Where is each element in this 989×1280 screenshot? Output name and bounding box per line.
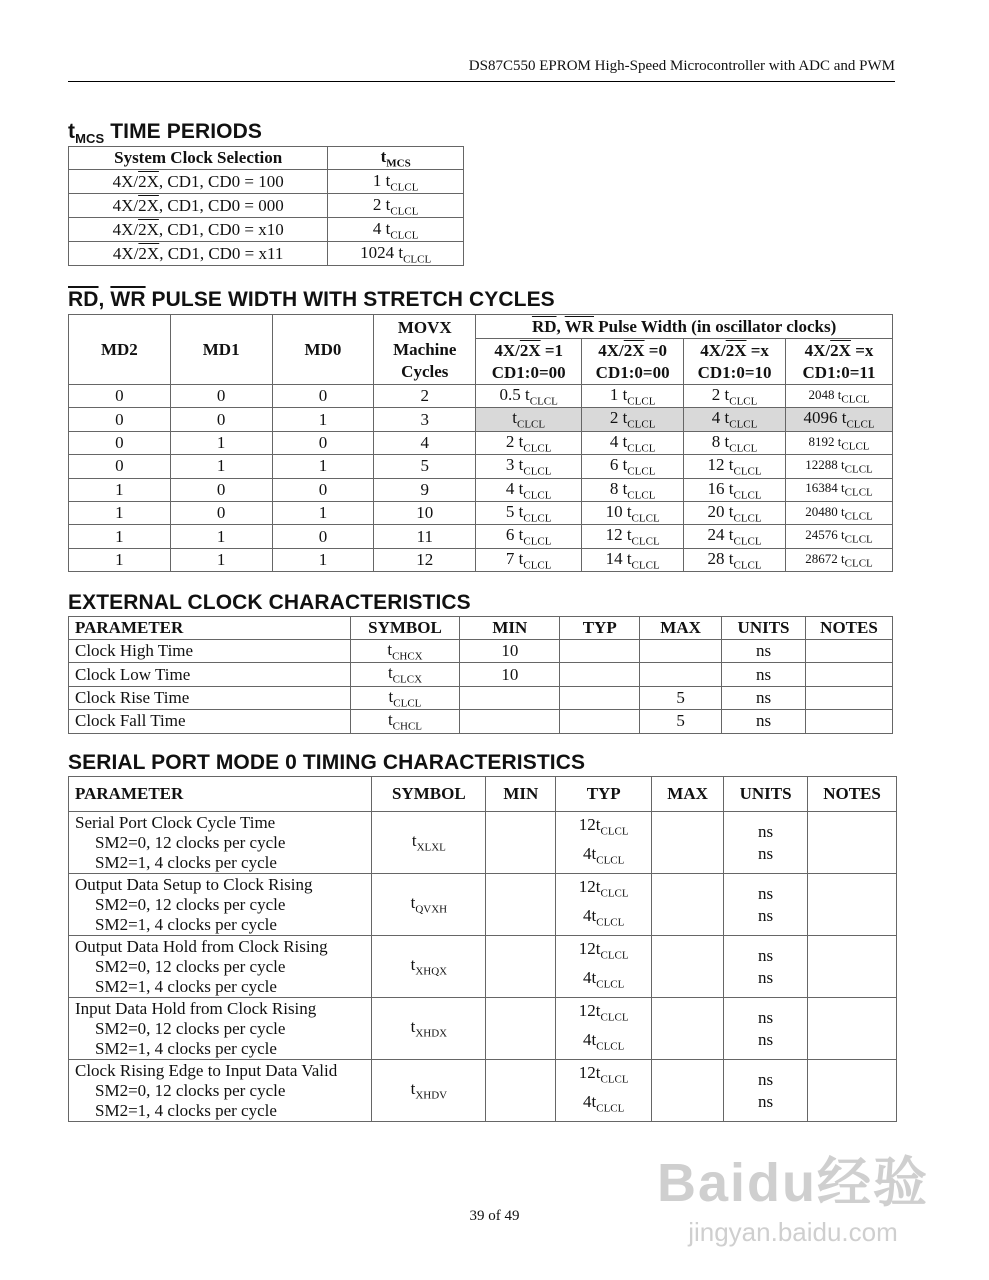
header-sub-3: 4X/2X =x CD1:0=10	[684, 339, 786, 385]
header-md2: MD2	[69, 315, 171, 385]
header-units: UNITS	[724, 777, 808, 812]
header-sub-4: 4X/2X =x CD1:0=11	[786, 339, 893, 385]
table-row: 4X/2X, CD1, CD0 = 100 1 $t_{CLCL}$	[69, 170, 464, 194]
header-symbol: SYMBOL	[350, 617, 460, 640]
table-row: Clock Low Time $t_{CLCX}$ 10 ns	[69, 663, 893, 686]
table-row: Clock Rising Edge to Input Data Valid SM2=0, 12 clocks per cycle SM2=1, 4 clocks per cycle $t_{XHDV}$ $12t_{CLCL}$ $4t_{CLCL}$ ns ns	[69, 1060, 897, 1122]
table-row: Output Data Setup to Clock Rising SM2=0, 12 clocks per cycle SM2=1, 4 clocks per cycle $t_{QVXH}$ $12t_{CLCL}$ $4t_{CLCL}$ ns ns	[69, 874, 897, 936]
table-row: Serial Port Clock Cycle Time SM2=0, 12 clocks per cycle SM2=1, 4 clocks per cycle $t_{XLXL}$ $12t_{CLCL}$ $4t_{CLCL}$ ns ns	[69, 812, 897, 874]
header-units: UNITS	[722, 617, 806, 640]
extclk-section-title: EXTERNAL CLOCK CHARACTERISTICS	[68, 591, 471, 614]
table-row: 4X/2X, CD1, CD0 = x11 1024 $t_{CLCL}$	[69, 242, 464, 266]
table-row: 1 0 0 9 4 $t_{CLCL}$ 8 $t_{CLCL}$ 16 $t_{CLCL}$ 16384 $t_{CLCL}$	[69, 478, 893, 501]
header-typ: TYP	[560, 617, 640, 640]
header-max: MAX	[640, 617, 722, 640]
table-row: 0 0 0 2 0.5 $t_{CLCL}$ 1 $t_{CLCL}$ 2 $t_{CLCL}$ 2048 $t_{CLCL}$	[69, 385, 893, 408]
header-notes: NOTES	[808, 777, 897, 812]
baidu-watermark: Baidu经验 jingyan.baidu.com	[656, 1153, 929, 1247]
table-row: Input Data Hold from Clock Rising SM2=0, 12 clocks per cycle SM2=1, 4 clocks per cycle $t_{XHDX}$ $12t_{CLCL}$ $4t_{CLCL}$ ns ns	[69, 998, 897, 1060]
tmcs-section-title: $t_{MCS}$ TIME PERIODS	[68, 120, 262, 147]
page-number: 39 of 49	[469, 1208, 520, 1224]
header-md1: MD1	[170, 315, 272, 385]
header-pulse-width: $\overline{RD}$, $\overline{WR}$ Pulse Width (in oscillator clocks)	[476, 315, 893, 339]
header-typ: TYP	[556, 777, 652, 812]
table-row: 1 1 1 12 7 $t_{CLCL}$ 14 $t_{CLCL}$ 28 $t_{CLCL}$ 28672 $t_{CLCL}$	[69, 548, 893, 571]
table-row: 1 1 0 11 6 $t_{CLCL}$ 12 $t_{CLCL}$ 24 $t_{CLCL}$ 24576 $t_{CLCL}$	[69, 525, 893, 548]
header-parameter: PARAMETER	[69, 777, 372, 812]
table-row: 4X/2X, CD1, CD0 = x10 4 $t_{CLCL}$	[69, 218, 464, 242]
header-min: MIN	[460, 617, 560, 640]
header-md0: MD0	[272, 315, 374, 385]
table-row: Output Data Hold from Clock Rising SM2=0, 12 clocks per cycle SM2=1, 4 clocks per cycle $t_{XHQX}$ $12t_{CLCL}$ $4t_{CLCL}$ ns ns	[69, 936, 897, 998]
stretch-section-title: $\overline{RD}$, $\overline{WR}$ PULSE WIDTH WITH STRETCH CYCLES	[68, 288, 555, 311]
tmcs-header-selection: System Clock Selection	[69, 147, 328, 170]
table-row: Clock High Time $t_{CHCX}$ 10 ns	[69, 640, 893, 663]
stretch-table	[68, 314, 893, 572]
header-min: MIN	[486, 777, 556, 812]
extclk-table	[68, 616, 893, 734]
table-row: Clock Fall Time $t_{CHCL}$ 5 ns	[69, 710, 893, 733]
serial-section-title: SERIAL PORT MODE 0 TIMING CHARACTERISTICS	[68, 751, 586, 774]
table-row: 4X/2X, CD1, CD0 = 000 2 $t_{CLCL}$	[69, 194, 464, 218]
header-symbol: SYMBOL	[372, 777, 486, 812]
table-row: 0 1 0 4 2 $t_{CLCL}$ 4 $t_{CLCL}$ 8 $t_{CLCL}$ 8192 $t_{CLCL}$	[69, 431, 893, 454]
header-movx: MOVX Machine Cycles	[374, 315, 476, 385]
header-max: MAX	[652, 777, 724, 812]
serial-table	[68, 776, 897, 1122]
table-row: Clock Rise Time $t_{CLCL}$ 5 ns	[69, 686, 893, 709]
header-notes: NOTES	[806, 617, 893, 640]
table-row: 1 0 1 10 5 $t_{CLCL}$ 10 $t_{CLCL}$ 20 $t_{CLCL}$ 20480 $t_{CLCL}$	[69, 501, 893, 524]
header-sub-1: 4X/2X =1 CD1:0=00	[476, 339, 582, 385]
tmcs-header-tmcs: $t_{MCS}$	[328, 147, 464, 170]
table-row: 0 1 1 5 3 $t_{CLCL}$ 6 $t_{CLCL}$ 12 $t_{CLCL}$ 12288 $t_{CLCL}$	[69, 455, 893, 478]
table-row: 0 0 1 3 $t_{CLCL}$ 2 $t_{CLCL}$ 4 $t_{CLCL}$ 4096 $t_{CLCL}$	[69, 408, 893, 431]
header-parameter: PARAMETER	[69, 617, 351, 640]
page-header: DS87C550 EPROM High-Speed Microcontroller with ADC and PWM	[68, 58, 895, 82]
header-sub-2: 4X/2X =0 CD1:0=00	[582, 339, 684, 385]
tmcs-table	[68, 146, 464, 266]
